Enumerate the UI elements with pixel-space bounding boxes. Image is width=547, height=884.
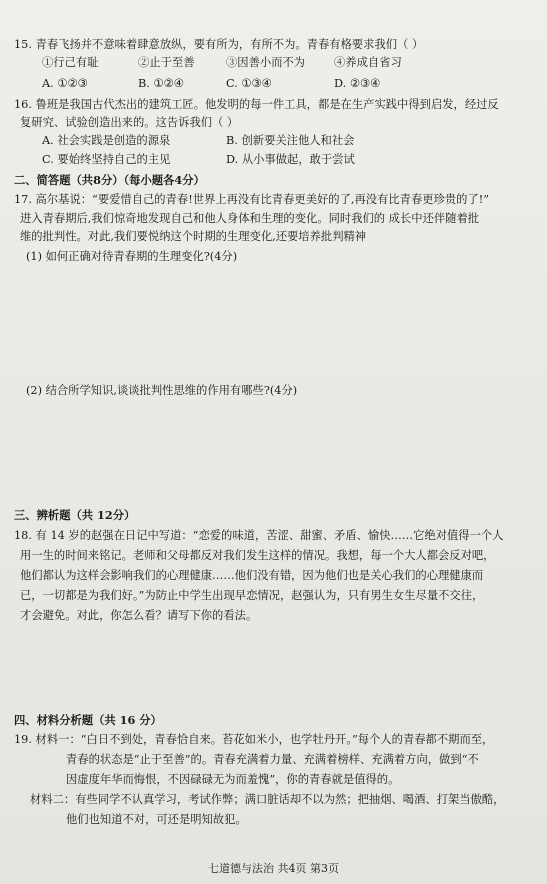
q17-sub-question-1: (1) 如何正确对待青春期的生理变化?(4分): [26, 250, 238, 263]
q18-line4: 已，一切都是为我们好。”为防止中学生出现早恋情况，赵强认为，只有男生女生尽量不交往，: [20, 589, 484, 602]
q19-material1-line2: 青春的状态是“止于至善”的。青春充满着力量、充满着榜样、充满着方向，做到“不: [66, 753, 479, 766]
q18-line1: 18. 有 14 岁的赵强在日记中写道：“恋爱的味道，苦涩、甜蜜、矛盾、愉快……它绝对值得一个人: [14, 529, 504, 542]
q18-line5: 才会避免。对此，你怎么看？请写下你的看法。: [20, 609, 258, 622]
q16-stem-line1: 16. 鲁班是我国古代杰出的建筑工匠。他发明的每一件工具，都是在生产实践中得到启发，经过反: [14, 98, 499, 111]
section-2-title: 二、简答题（共8分）（每小题各4分）: [14, 173, 205, 187]
section-4-title: 四、材料分析题（共 16 分）: [14, 713, 162, 727]
page-footer: 七道德与法治 共4页 第3页: [208, 862, 339, 875]
q19-material2-line1: 材料二：有些同学不认真学习，考试作弊；满口脏话却不以为然；把抽烟、喝酒、打架当傲酷，: [30, 793, 505, 806]
section-3-title: 三、辨析题（共 12分）: [14, 508, 136, 522]
q18-line2: 用一生的时间来铭记。老师和父母都反对我们发生这样的情况。我想，每一个大人都会反对吧，: [20, 549, 495, 562]
q16-stem-line2: 复研究、试验创造出来的。这告诉我们（ ）: [20, 116, 239, 129]
q17-stem-line3: 维的批判性。对此,我们要悦纳这个时期的生理变化,还要培养批判精神: [20, 230, 367, 243]
q15-item-4: ④养成自省习: [334, 56, 402, 69]
q19-material1-line1: 19. 材料一：“白日不到处，青春恰自来。苔花如米小，也学牡丹开。”每个人的青春都不期而至，: [14, 733, 494, 746]
q15-option-a: A. ①②③: [42, 77, 88, 90]
q15-stem: 15. 青春飞扬并不意味着肆意放纵，要有所为，有所不为。青春有格要求我们（ ）: [14, 38, 424, 51]
q15-item-2: ②止于至善: [138, 56, 195, 69]
q15-item-1: ①行己有耻: [42, 56, 99, 69]
q15-item-3: ③因善小而不为: [226, 56, 306, 69]
q17-stem-line2: 进入青春期后,我们惊奇地发现自己和他人身体和生理的变化。同时我们的 成长中还伴随着批: [20, 212, 480, 225]
q19-material1-line3: 因虚度年华而悔恨，不因碌碌无为而羞愧”，你的青春就是值得的。: [66, 773, 400, 786]
q17-stem-line1: 17. 高尔基说：“要爱惜自己的青春!世界上再没有比青春更美好的了,再没有比青春更珍贵的了!”: [14, 193, 490, 206]
q15-option-d: D. ②③④: [334, 77, 381, 90]
q16-option-c: C. 要始终坚持自己的主见: [42, 153, 171, 166]
q16-option-b: B. 创新要关注他人和社会: [226, 134, 355, 147]
q17-sub-question-2: (2) 结合所学知识,谈谈批判性思维的作用有哪些?(4分): [26, 384, 298, 397]
q16-option-d: D. 从小事做起，敢于尝试: [226, 153, 355, 166]
q16-option-a: A. 社会实践是创造的源泉: [42, 134, 171, 147]
q19-material2-line2: 他们也知道不对，可还是明知故犯。: [66, 813, 247, 826]
q15-option-b: B. ①②④: [138, 77, 184, 90]
q15-option-c: C. ①③④: [226, 77, 272, 90]
q18-line3: 他们都认为这样会影响我们的心理健康……他们没有错，因为他们也是关心我们的心理健康而: [20, 569, 484, 582]
